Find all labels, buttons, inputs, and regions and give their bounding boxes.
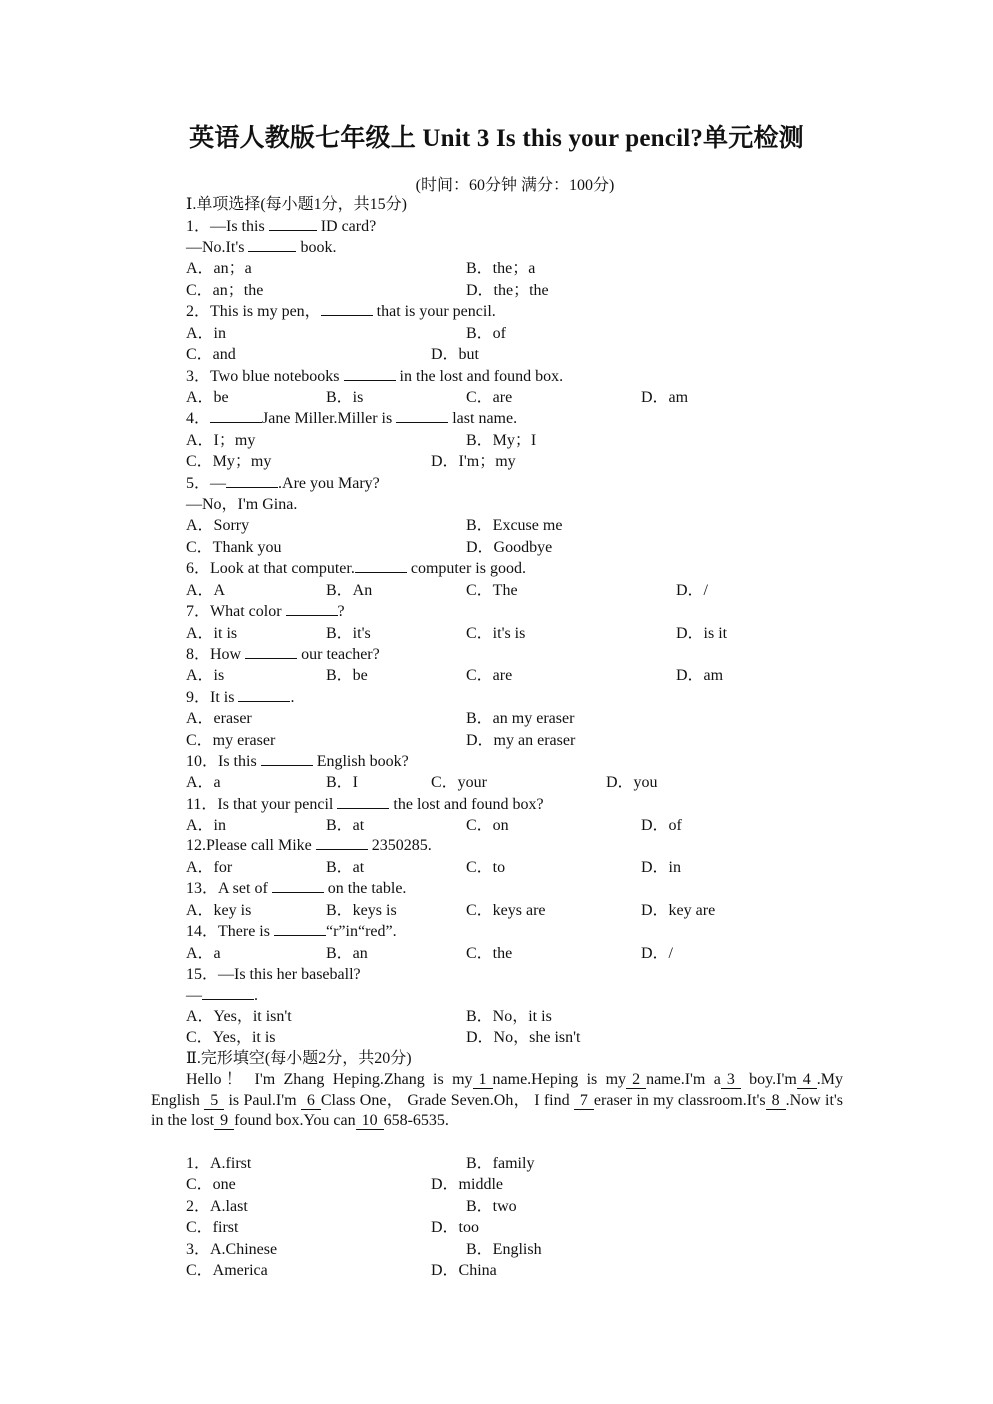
q4-option-a: A．I；my — [186, 432, 256, 449]
q5-option-b: B．Excuse me — [466, 517, 563, 534]
cloze-blank: 10 — [356, 1112, 384, 1130]
q7-option-d: D．is it — [676, 625, 728, 642]
q9-option-d: D．my an eraser — [466, 732, 576, 749]
q4-option-c: C．My；my — [186, 453, 272, 470]
answer-blank — [269, 216, 317, 231]
question-5: 5．— .Are you Mary? — [186, 475, 380, 492]
q15-option-d: D．No，she isn't — [466, 1029, 581, 1046]
section-1-heading: Ⅰ.单项选择(每小题1分，共15分) — [186, 196, 407, 213]
cloze-blank: 8 — [766, 1092, 786, 1110]
question-6: 6．Look at that computer. computer is good. — [186, 560, 526, 577]
q5-option-a: A．Sorry — [186, 517, 250, 534]
cloze-3-option-a: 3．A.Chinese — [186, 1241, 278, 1258]
q7-option-b: B．it's — [326, 625, 371, 642]
exam-info: (时间：60分钟 满分：100分) — [415, 177, 615, 194]
cloze-blank: 2 — [626, 1071, 646, 1089]
q6-option-b: B．An — [326, 582, 373, 599]
q3-option-c: C．are — [466, 389, 513, 406]
q10-option-c: C．your — [431, 774, 488, 791]
answer-blank — [238, 687, 290, 702]
q1-option-d: D．the；the — [466, 282, 549, 299]
q8-option-a: A．is — [186, 667, 225, 684]
question-15-reply: — . — [186, 987, 258, 1004]
q12-option-d: D．in — [641, 859, 682, 876]
q2-option-b: B．of — [466, 325, 507, 342]
q5-option-c: C．Thank you — [186, 539, 282, 556]
answer-blank — [202, 985, 254, 1000]
cloze-1-option-b: B．family — [466, 1155, 535, 1172]
q11-option-d: D．of — [641, 817, 682, 834]
question-1-reply: —No.It's book. — [186, 239, 337, 256]
q13-option-b: B．keys is — [326, 902, 397, 919]
cloze-3-option-d: D．China — [431, 1262, 497, 1279]
cloze-blank: 7 — [574, 1092, 594, 1110]
q11-option-b: B．at — [326, 817, 365, 834]
question-9: 9．It is . — [186, 689, 295, 706]
answer-blank — [321, 301, 373, 316]
q2-option-d: D．but — [431, 346, 480, 363]
answer-blank — [355, 558, 407, 573]
answer-blank — [344, 366, 396, 381]
q7-option-c: C．it's is — [466, 625, 526, 642]
q10-option-b: B．I — [326, 774, 359, 791]
cloze-3-option-b: B．English — [466, 1241, 542, 1258]
question-12: 12.Please call Mike 2350285. — [186, 837, 432, 854]
q15-option-a: A．Yes，it isn't — [186, 1008, 292, 1025]
q10-option-d: D．you — [606, 774, 658, 791]
question-1: 1．—Is this ID card? — [186, 218, 377, 235]
cloze-blank: 5 — [204, 1092, 224, 1110]
q6-option-a: A．A — [186, 582, 226, 599]
q13-option-d: D．key are — [641, 902, 716, 919]
q8-option-d: D．am — [676, 667, 724, 684]
q14-option-c: C．the — [466, 945, 513, 962]
q12-option-c: C．to — [466, 859, 506, 876]
q1-option-c: C．an；the — [186, 282, 264, 299]
cloze-1-option-d: D．middle — [431, 1176, 503, 1193]
answer-blank — [274, 921, 326, 936]
question-14: 14．There is “r”in“red”. — [186, 923, 397, 940]
question-7: 7．What color ? — [186, 603, 345, 620]
q11-option-a: A．in — [186, 817, 227, 834]
question-10: 10．Is this English book? — [186, 753, 409, 770]
cloze-blank: 3 — [721, 1071, 741, 1089]
answer-blank — [210, 408, 262, 423]
q15-option-b: B．No，it is — [466, 1008, 552, 1025]
cloze-passage: Hello！ I'm Zhang Heping.Zhang is my 1 name.Heping is my 2 name.I'm a 3 boy.I'm 4 .My English 5 is Paul.I'm 6 Class One， Grade Seven.Oh， I find 7 eraser in my classroom.It's 8 .Now it's in the lost 9 found box.You can 10 658-6535. — [151, 1071, 844, 1129]
q7-option-a: A．it is — [186, 625, 238, 642]
q2-option-c: C．and — [186, 346, 236, 363]
cloze-2-option-b: B．two — [466, 1198, 517, 1215]
q9-option-c: C．my eraser — [186, 732, 276, 749]
cloze-1-option-c: C．one — [186, 1176, 236, 1193]
q14-option-a: A．a — [186, 945, 221, 962]
answer-blank — [272, 878, 324, 893]
q13-option-c: C．keys are — [466, 902, 546, 919]
q11-option-c: C．on — [466, 817, 509, 834]
cloze-blank: 1 — [473, 1071, 493, 1089]
q6-option-c: C．The — [466, 582, 518, 599]
q13-option-a: A．key is — [186, 902, 252, 919]
cloze-2-option-c: C．first — [186, 1219, 239, 1236]
q12-option-b: B．at — [326, 859, 365, 876]
answer-blank — [286, 601, 338, 616]
q1-option-b: B．the；a — [466, 260, 536, 277]
q4-option-d: D．I'm；my — [431, 453, 516, 470]
answer-blank — [337, 794, 389, 809]
q3-option-a: A．be — [186, 389, 229, 406]
q14-option-b: B．an — [326, 945, 368, 962]
q4-option-b: B．My；I — [466, 432, 537, 449]
cloze-2-option-a: 2．A.last — [186, 1198, 248, 1215]
question-11: 11．Is that your pencil the lost and found box? — [186, 796, 544, 813]
answer-blank — [316, 835, 368, 850]
q8-option-b: B．be — [326, 667, 368, 684]
question-5-reply: —No，I'm Gina. — [186, 496, 298, 513]
cloze-blank: 9 — [214, 1112, 234, 1130]
cloze-1-option-a: 1．A.first — [186, 1155, 252, 1172]
q6-option-d: D．/ — [676, 582, 709, 599]
q1-option-a: A．an；a — [186, 260, 252, 277]
question-13: 13．A set of on the table. — [186, 880, 407, 897]
question-2: 2．This is my pen， that is your pencil. — [186, 303, 496, 320]
cloze-2-option-d: D．too — [431, 1219, 480, 1236]
q15-option-c: C．Yes，it is — [186, 1029, 276, 1046]
q14-option-d: D．/ — [641, 945, 674, 962]
q3-option-b: B．is — [326, 389, 364, 406]
answer-blank — [226, 473, 278, 488]
q2-option-a: A．in — [186, 325, 227, 342]
answer-blank — [261, 751, 313, 766]
q5-option-d: D．Goodbye — [466, 539, 553, 556]
q3-option-d: D．am — [641, 389, 689, 406]
cloze-3-option-c: C．America — [186, 1262, 268, 1279]
question-8: 8．How our teacher? — [186, 646, 380, 663]
answer-blank — [248, 237, 296, 252]
question-4: 4． Jane Miller.Miller is last name. — [186, 410, 518, 427]
q10-option-a: A．a — [186, 774, 221, 791]
cloze-blank: 6 — [301, 1092, 321, 1110]
question-15: 15．—Is this her baseball? — [186, 966, 361, 983]
q9-option-b: B．an my eraser — [466, 710, 575, 727]
q12-option-a: A．for — [186, 859, 233, 876]
answer-blank — [245, 644, 297, 659]
answer-blank — [396, 408, 448, 423]
q8-option-c: C．are — [466, 667, 513, 684]
cloze-blank: 4 — [797, 1071, 817, 1089]
page-title: 英语人教版七年级上 Unit 3 Is this your pencil?单元检测 — [189, 125, 804, 152]
section-2-heading: Ⅱ.完形填空(每小题2分，共20分) — [186, 1050, 412, 1067]
question-3: 3．Two blue notebooks in the lost and found box. — [186, 368, 564, 385]
q9-option-a: A．eraser — [186, 710, 252, 727]
